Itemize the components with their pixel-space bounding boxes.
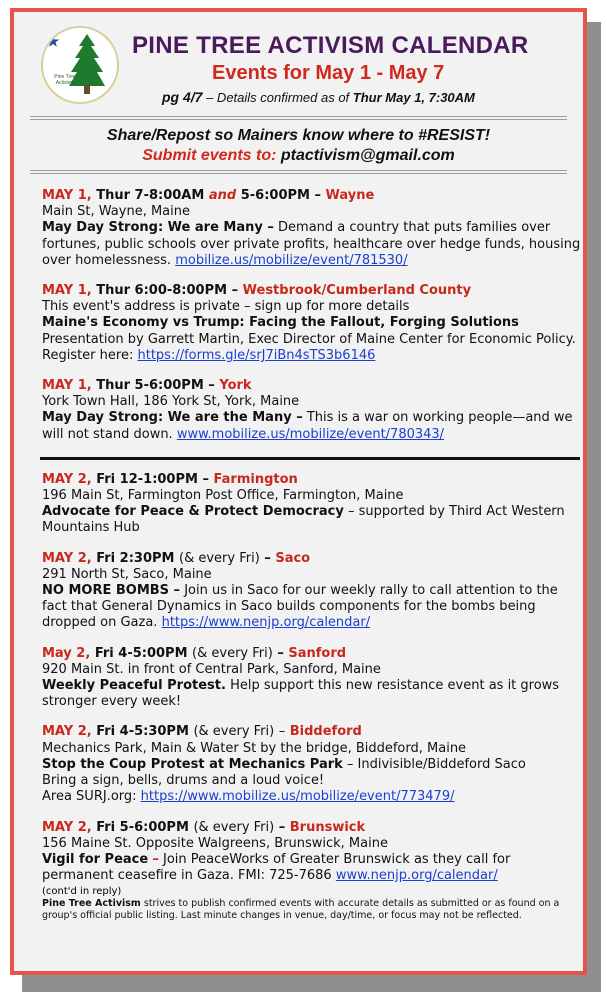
event-header xyxy=(42,724,582,740)
event-location: Brunswick xyxy=(289,819,366,835)
event-address: 920 Main St. in front of Central Park, Sanford, Maine xyxy=(42,661,381,677)
event-date: MAY 2, xyxy=(42,550,92,566)
event-date: MAY 1, xyxy=(42,188,92,203)
event-title: Stop the Coup Protest at Mechanics Park xyxy=(42,756,343,772)
event-date: MAY 2, xyxy=(42,471,92,487)
event-text: This is a war on working people—and we will not stand down. xyxy=(42,410,573,442)
event-item xyxy=(42,378,582,443)
event-description xyxy=(42,220,582,269)
event-dash: – xyxy=(277,645,284,661)
event-header xyxy=(42,820,582,836)
calendar-card xyxy=(10,8,587,975)
share-banner xyxy=(14,126,583,166)
event-time: Thur 6:00-8:00PM – xyxy=(96,283,239,299)
event-location: Wayne xyxy=(325,188,375,203)
event-date: MAY 2, xyxy=(42,819,92,835)
event-dash: – xyxy=(278,819,286,835)
disclaimer xyxy=(42,898,582,920)
page-subtitle: Events for May 1 - May 7 xyxy=(212,62,445,84)
event-date: MAY 1, xyxy=(42,283,92,299)
page-info xyxy=(162,89,475,105)
event-location: Sanford xyxy=(288,645,347,661)
event-title: Weekly Peaceful Protest. xyxy=(42,678,226,694)
event-description xyxy=(42,410,582,442)
event-location: Farmington xyxy=(213,471,298,487)
event-time-2: 5-6:00PM – xyxy=(240,188,321,203)
event-address: This event's address is private – sign up for more details xyxy=(42,299,410,315)
details-prefix: – Details confirmed as of xyxy=(206,90,350,105)
event-location: Westbrook/Cumberland County xyxy=(242,283,472,299)
share-line: Share/Repost so Mainers know where to #RESIST! xyxy=(106,127,491,144)
event-title: Vigil for Peace xyxy=(42,851,149,867)
event-link[interactable]: mobilize.us/mobilize/event/781530/ xyxy=(175,252,408,268)
event-text: Join PeaceWorks of Greater Brunswick as they call for permanent ceasefire in Gaza. FMI: 725-7686 xyxy=(42,851,511,884)
event-header xyxy=(42,472,582,488)
event-time: Fri 5-6:00PM xyxy=(96,819,189,835)
event-title: May Day Strong: We are Many – xyxy=(42,220,274,236)
disclaimer-org: Pine Tree Activism xyxy=(42,898,141,910)
event-address: 156 Maine St. Opposite Walgreens, Brunswick, Maine xyxy=(42,835,388,851)
event-header xyxy=(42,551,582,567)
event-title-dash: – xyxy=(152,851,159,867)
event-description xyxy=(42,504,582,536)
event-description xyxy=(42,678,582,710)
event-title: May Day Strong: We are the Many – xyxy=(42,410,303,426)
event-description xyxy=(42,315,582,364)
event-address: York Town Hall, 186 York St, York, Maine xyxy=(42,394,300,410)
event-date: MAY 1, xyxy=(42,378,92,394)
page-number: pg 4/7 xyxy=(162,89,203,105)
event-location: Saco xyxy=(275,550,311,566)
event-recurrence: (& every Fri) xyxy=(179,550,260,566)
event-address: Main St, Wayne, Maine xyxy=(42,204,190,220)
event-description xyxy=(42,757,582,806)
event-title: Advocate for Peace & Protect Democracy xyxy=(42,504,344,520)
logo-text: Pine Tree Activism xyxy=(54,74,76,86)
submit-email[interactable]: ptactivism@gmail.com xyxy=(280,147,455,164)
pine-tree-logo xyxy=(41,26,119,104)
event-list xyxy=(14,174,582,921)
event-address: Mechanics Park, Main & Water St by the bridge, Biddeford, Maine xyxy=(42,740,467,756)
event-address: 196 Main St, Farmington Post Office, Farmington, Maine xyxy=(42,488,404,504)
event-and: and xyxy=(208,188,237,203)
event-address: 291 North St, Saco, Maine xyxy=(42,566,212,582)
event-time: Thur 5-6:00PM – xyxy=(96,378,215,394)
event-dash: – xyxy=(264,550,271,566)
pine-tree-icon xyxy=(43,28,117,102)
event-text: Join us in Saco for our weekly rally to call attention to the fact that General Dynamics in Saco builds components for the bombs being dropped on Gaza. xyxy=(42,583,558,631)
event-time: Thur 7-8:00AM xyxy=(96,188,205,203)
event-recurrence: (& every Fri) xyxy=(192,645,273,661)
event-dash: – xyxy=(278,724,286,740)
event-description xyxy=(42,852,582,884)
event-item xyxy=(42,551,582,632)
details-date: Thur May 1, 7:30AM xyxy=(352,90,475,105)
event-item xyxy=(42,646,582,711)
page-title: PINE TREE ACTIVISM CALENDAR xyxy=(132,32,529,59)
event-date: MAY 2, xyxy=(42,724,92,740)
event-header xyxy=(42,646,582,662)
event-location: York xyxy=(219,378,252,394)
event-text: – Indivisible/Biddeford Saco xyxy=(346,756,526,772)
event-time: Fri 4-5:30PM xyxy=(96,724,189,740)
event-link[interactable]: https://www.mobilize.us/mobilize/event/773479/ xyxy=(140,789,455,805)
event-link[interactable]: https://www.nenjp.org/calendar/ xyxy=(161,615,371,631)
disclaimer-text: strives to publish confirmed events with accurate details as submitted or as found on a group's official public listing. Last minute changes in venue, day/time, or focus may not be reflected. xyxy=(42,898,560,921)
event-item xyxy=(42,820,582,885)
event-time: Fri 12-1:00PM – xyxy=(96,471,209,487)
event-date: May 2, xyxy=(42,645,91,661)
event-recurrence: (& every Fri) xyxy=(193,819,275,835)
event-header xyxy=(42,378,582,394)
event-text: Demand a country that puts families over fortunes, public schools over private profits, healthcare over hedge funds, housing over homelessness. xyxy=(42,220,581,268)
section-divider xyxy=(40,457,580,460)
event-title: Maine's Economy vs Trump: Facing the Fallout, Forging Solutions xyxy=(42,315,519,331)
event-description xyxy=(42,583,582,632)
event-item xyxy=(42,472,582,537)
event-time: Fri 2:30PM xyxy=(96,550,175,566)
event-item xyxy=(42,283,582,364)
event-text-2: Bring a sign, bells, drums and a loud voice! xyxy=(42,773,325,789)
event-location: Biddeford xyxy=(289,724,362,740)
event-link[interactable]: https://forms.gle/srJ7iBn4sTS3b6146 xyxy=(137,347,376,363)
divider-double xyxy=(30,116,567,120)
event-text: – supported by Third Act Western Mountains Hub xyxy=(42,504,565,536)
header xyxy=(14,12,583,116)
event-text: Presentation by Garrett Martin, Exec Director of Maine Center for Economic Policy. Register here: xyxy=(42,331,576,363)
event-item xyxy=(42,188,582,269)
event-recurrence: (& every Fri) xyxy=(193,724,275,740)
submit-label: Submit events to: xyxy=(142,147,277,164)
continued-note: (cont'd in reply) xyxy=(42,886,122,898)
event-link[interactable]: www.nenjp.org/calendar/ xyxy=(335,868,498,884)
event-header xyxy=(42,283,582,299)
event-text-3: Area SURJ.org: xyxy=(42,789,137,805)
event-header xyxy=(42,188,582,204)
event-title: NO MORE BOMBS – xyxy=(42,583,181,599)
event-link[interactable]: www.mobilize.us/mobilize/event/780343/ xyxy=(176,426,445,442)
event-text: Help support this new resistance event as it grows stronger every week! xyxy=(42,678,560,710)
event-item xyxy=(42,724,582,805)
event-time: Fri 4-5:00PM xyxy=(94,645,188,661)
submit-line xyxy=(14,146,583,166)
